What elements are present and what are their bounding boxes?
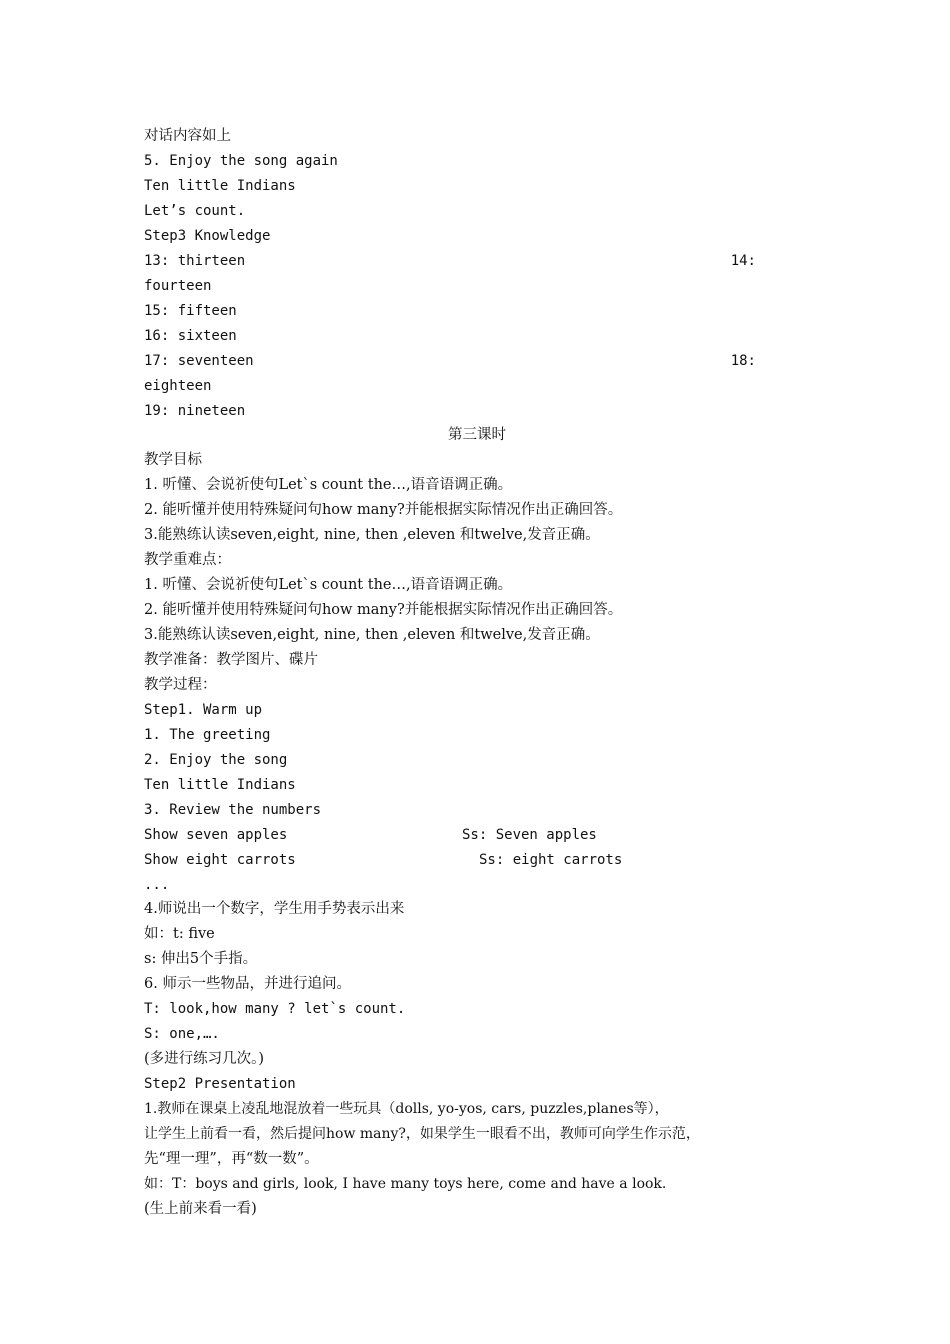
student-line: Ss: Seven apples	[462, 827, 597, 843]
text-line: 先“理一理”，再“数一数”。	[144, 1151, 319, 1167]
section-title: 第三课时	[448, 427, 506, 443]
text-line: 让学生上前看一看，然后提问how many?，如果学生一眼看不出，教师可向学生作示范，	[144, 1126, 700, 1142]
heading: 教学重难点：	[144, 552, 231, 568]
text-line: 6. 师示一些物品，并进行追问。	[144, 976, 351, 992]
text-line: Step3 Knowledge	[144, 228, 271, 244]
text-line: Ten little Indians	[144, 178, 296, 194]
text-line: Let’s count.	[144, 203, 246, 219]
number-14-label: 14:	[730, 253, 756, 269]
text-line: 对话内容如上	[144, 128, 231, 144]
text-line: (多进行练习几次。)	[144, 1051, 265, 1067]
text-line: Step1. Warm up	[144, 702, 263, 718]
text-line: 2. 能听懂并使用特殊疑问句how many?并能根据实际情况作出正确回答。	[144, 602, 623, 618]
text-line: 2. Enjoy the song	[144, 752, 288, 768]
number-row	[144, 249, 756, 274]
text-line: T: look,how many ? let`s count.	[144, 1001, 406, 1017]
text-line: 如：t: five	[144, 926, 215, 942]
text-line: s: 伸出5个手指。	[144, 951, 258, 967]
text-line: Step2 Presentation	[144, 1076, 296, 1092]
text-line: 3.能熟练认读seven,eight, nine, then ,eleven 和twelve,发音正确。	[144, 627, 600, 643]
text-line: ...	[144, 877, 170, 893]
text-line: 3.能熟练认读seven,eight, nine, then ,eleven 和twelve,发音正确。	[144, 527, 600, 543]
dialogue-row	[144, 848, 774, 873]
text-line: 3. Review the numbers	[144, 802, 322, 818]
heading: 教学过程：	[144, 677, 217, 693]
text-line: 5. Enjoy the song again	[144, 153, 338, 169]
text-line: 1.教师在课桌上凌乱地混放着一些玩具（dolls, yo-yos, cars, puzzles,planes等），	[144, 1101, 669, 1117]
text-line: 如：T：boys and girls, look, I have many toys here, come and have a look.	[144, 1176, 667, 1192]
text-line: 16: sixteen	[144, 328, 237, 344]
text-line: 2. 能听懂并使用特殊疑问句how many?并能根据实际情况作出正确回答。	[144, 502, 623, 518]
dialogue-row	[144, 823, 774, 848]
text-line: 1. 听懂、会说祈使句Let`s count the…,语音语调正确。	[144, 577, 513, 593]
number-18-label: 18:	[730, 353, 756, 369]
text-line: 19: nineteen	[144, 403, 246, 419]
student-line: Ss: eight carrots	[479, 852, 623, 868]
heading: 教学目标	[144, 452, 202, 468]
text-line: 15: fifteen	[144, 303, 237, 319]
number-13: 13: thirteen	[144, 253, 246, 269]
text-line: 1. The greeting	[144, 727, 271, 743]
teacher-line: Show eight carrots	[144, 852, 296, 868]
text-line: eighteen	[144, 378, 212, 394]
teacher-line: Show seven apples	[144, 827, 288, 843]
text-line: S: one,….	[144, 1026, 220, 1042]
number-row	[144, 349, 756, 374]
text-line: 1. 听懂、会说祈使句Let`s count the…,语音语调正确。	[144, 477, 513, 493]
text-line: fourteen	[144, 278, 212, 294]
text-line: (生上前来看一看)	[144, 1201, 257, 1217]
number-17: 17: seventeen	[144, 353, 254, 369]
text-line: Ten little Indians	[144, 777, 296, 793]
text-line: 4.师说出一个数字，学生用手势表示出来	[144, 901, 405, 917]
text-line: 教学准备：教学图片、碟片	[144, 652, 318, 668]
